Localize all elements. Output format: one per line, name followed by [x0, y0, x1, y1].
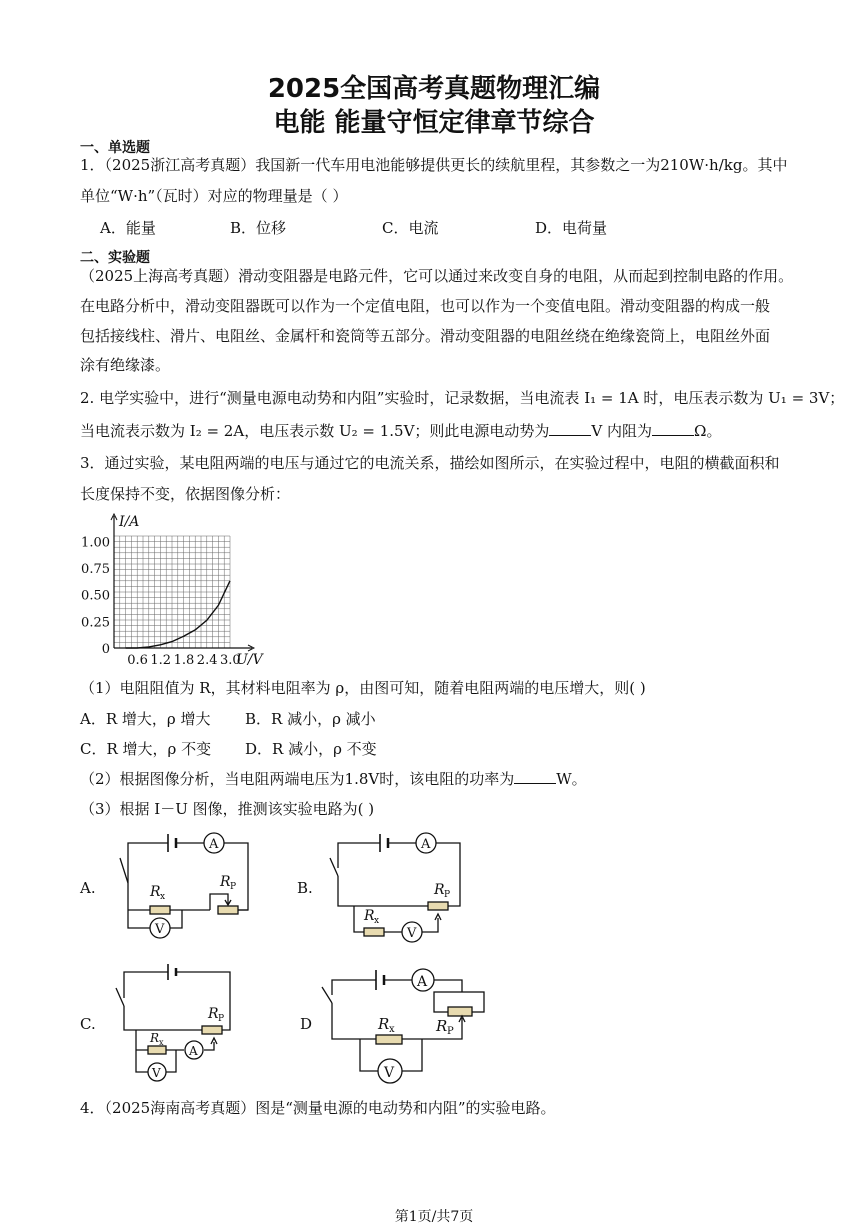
page-footer: 第1页/共7页	[394, 1209, 474, 1225]
circuit-a-rx-sub: x	[160, 892, 166, 902]
circuit-c-label: C.	[80, 1015, 96, 1033]
circuit-a-ammeter-label: A	[209, 837, 219, 852]
circuit-c	[110, 960, 240, 1085]
circuit-d-rx	[376, 1035, 402, 1044]
circuit-c-ammeter-label: A	[189, 1044, 198, 1058]
q3-blank-power[interactable]	[514, 769, 556, 784]
circuit-b-rp-label: R	[434, 882, 445, 898]
chart-x-tick-label: 1.2	[150, 653, 172, 668]
section-heading-experiment: 二、实验题	[80, 250, 150, 266]
q2-blank-emf[interactable]	[549, 421, 591, 436]
q2-line-2-text-c: Ω。	[694, 422, 722, 440]
circuit-a-rp-label: R	[220, 874, 231, 890]
chart-y-axis-label: I/A	[119, 514, 140, 530]
chart-y-tick-label: 0	[101, 642, 110, 657]
circuit-b-rx-label: R	[364, 908, 375, 924]
circuit-c-rx	[148, 1046, 166, 1054]
chart-y-tick-label: 0.50	[81, 588, 110, 604]
intro-line-1: （2025上海高考真题）滑动变阻器是电路元件，它可以通过来改变自身的电阻，从而起到控制电路的作用。	[80, 267, 794, 285]
circuit-c-rp-label: R	[208, 1006, 219, 1022]
title-line-2: 电能 能量守恒定律章节综合	[273, 108, 595, 138]
chart-y-tick-label: 0.75	[81, 562, 110, 577]
chart-grid	[114, 536, 230, 648]
intro-line-3: 包括接线柱、滑片、电阻丝、金属杆和瓷筒等五部分。滑动变阻器的电阻丝绕在绝缘瓷筒上，电阻丝外面	[80, 327, 771, 345]
chart-tick-labels	[81, 514, 264, 668]
q3-line-2: 长度保持不变，依据图像分析：	[80, 485, 291, 503]
circuit-a-rx	[150, 906, 170, 914]
iu-chart	[78, 508, 278, 670]
q3-sub1-option-b: B．R 减小，ρ 减小	[245, 710, 376, 728]
circuit-c-voltmeter-label: V	[152, 1066, 161, 1080]
q1-option-d: D．电荷量	[535, 219, 608, 237]
section-heading-single-choice: 一、单选题	[80, 140, 150, 156]
circuit-d-voltmeter-label: V	[384, 1065, 395, 1081]
circuit-a-rp-sub: P	[230, 882, 237, 892]
circuit-a-switch	[120, 858, 128, 883]
q1-option-a: A．能量	[100, 219, 156, 237]
chart-axes	[111, 514, 254, 651]
q3-sub1-option-a: A．R 增大，ρ 增大	[80, 710, 211, 728]
circuit-d-ammeter-label: A	[417, 974, 428, 990]
circuit-b-rx	[364, 928, 384, 936]
chart-x-tick-label: 0.6	[127, 653, 148, 668]
circuit-c-rp	[202, 1026, 222, 1034]
intro-line-4: 涂有绝缘漆。	[80, 356, 171, 374]
circuit-a-label: A.	[80, 879, 96, 897]
circuit-c-rx-sub: x	[159, 1038, 164, 1047]
circuit-c-rp-sub: P	[218, 1014, 225, 1024]
circuit-b-label: B.	[297, 879, 313, 897]
circuit-b-rp	[428, 902, 448, 910]
q3-sub2	[80, 769, 587, 789]
q1-line-2: 单位“W·h”（瓦时）对应的物理量是（ ）	[80, 187, 348, 205]
q3-sub1-option-d: D．R 减小，ρ 不变	[245, 740, 377, 758]
chart-x-tick-label: 1.8	[173, 653, 195, 668]
q2-line-1: 2. 电学实验中，进行“测量电源电动势和内阻”实验时，记录数据，当电流表 I₁ = 1A 时，电压表示数为 U₁ = 3V；	[80, 389, 845, 407]
circuit-d-rx-label: R	[378, 1015, 390, 1033]
circuit-d-label: D	[300, 1015, 313, 1033]
q1-option-b: B．位移	[230, 219, 287, 237]
intro-line-2: 在电路分析中，滑动变阻器既可以作为一个定值电阻，也可以作为一个变值电阻。滑动变阻器的构成一般	[80, 297, 771, 315]
circuit-d	[312, 955, 492, 1090]
q4-line-1: 4．（2025海南高考真题）图是“测量电源的电动势和内阻”的实验电路。	[80, 1099, 556, 1117]
title-line-1: 2025全国高考真题物理汇编	[267, 74, 601, 104]
circuit-a	[110, 828, 260, 943]
circuit-b-voltmeter-label: V	[407, 926, 417, 941]
circuit-d-rp	[448, 1007, 472, 1016]
circuit-d-rp-label: R	[436, 1017, 448, 1035]
q3-sub1: （1）电阻阻值为 R，其材料电阻率为 ρ，由图可知，随着电阻两端的电压增大，则( )	[80, 679, 646, 697]
q3-sub2-text-a: （2）根据图像分析，当电阻两端电压为1.8V时，该电阻的功率为	[80, 770, 515, 788]
q3-sub1-option-c: C．R 增大，ρ 不变	[80, 740, 212, 758]
circuit-b-ammeter-label: A	[421, 837, 431, 852]
q2-blank-resistance[interactable]	[652, 421, 694, 436]
circuit-b	[318, 828, 468, 948]
circuit-b-rx-sub: x	[374, 916, 380, 926]
chart-y-tick-label: 1.00	[81, 535, 110, 551]
q3-sub2-text-b: W。	[556, 770, 587, 788]
circuit-d-rp-sub: P	[447, 1026, 454, 1037]
q2-line-2-text-a: 当电流表示数为 I₂ = 2A，电压表示数 U₂ = 1.5V；则此电源电动势为	[80, 422, 550, 440]
circuit-b-rp-sub: P	[444, 890, 451, 900]
q3-line-1: 3．通过实验，某电阻两端的电压与通过它的电流关系，描绘如图所示，在实验过程中，电阻的横截面积和	[80, 454, 780, 472]
chart-x-tick-label: 3.0	[220, 653, 241, 668]
circuit-b-switch	[330, 858, 338, 876]
q1-line-1: 1．（2025浙江高考真题）我国新一代车用电池能够提供更长的续航里程，其参数之一为210W·h/kg。其中	[80, 156, 788, 174]
chart-y-tick-label: 0.25	[81, 615, 110, 631]
circuit-c-switch	[116, 988, 124, 1006]
chart-x-tick-label: 2.4	[196, 653, 218, 668]
circuit-c-rx-label: R	[150, 1031, 160, 1045]
circuit-d-switch	[322, 987, 332, 1003]
chart-x-axis-label: U/V	[236, 652, 263, 668]
circuit-a-voltmeter-label: V	[155, 922, 165, 937]
q2-line-2-text-b: V 内阻为	[591, 422, 653, 440]
q3-sub3: （3）根据 I－U 图像，推测该实验电路为( )	[80, 800, 375, 818]
circuit-a-rx-label: R	[150, 884, 161, 900]
q2-line-2	[80, 421, 721, 441]
circuit-d-rx-sub: x	[389, 1024, 395, 1035]
circuit-a-rp	[218, 906, 238, 914]
q1-option-c: C．电流	[382, 219, 439, 237]
